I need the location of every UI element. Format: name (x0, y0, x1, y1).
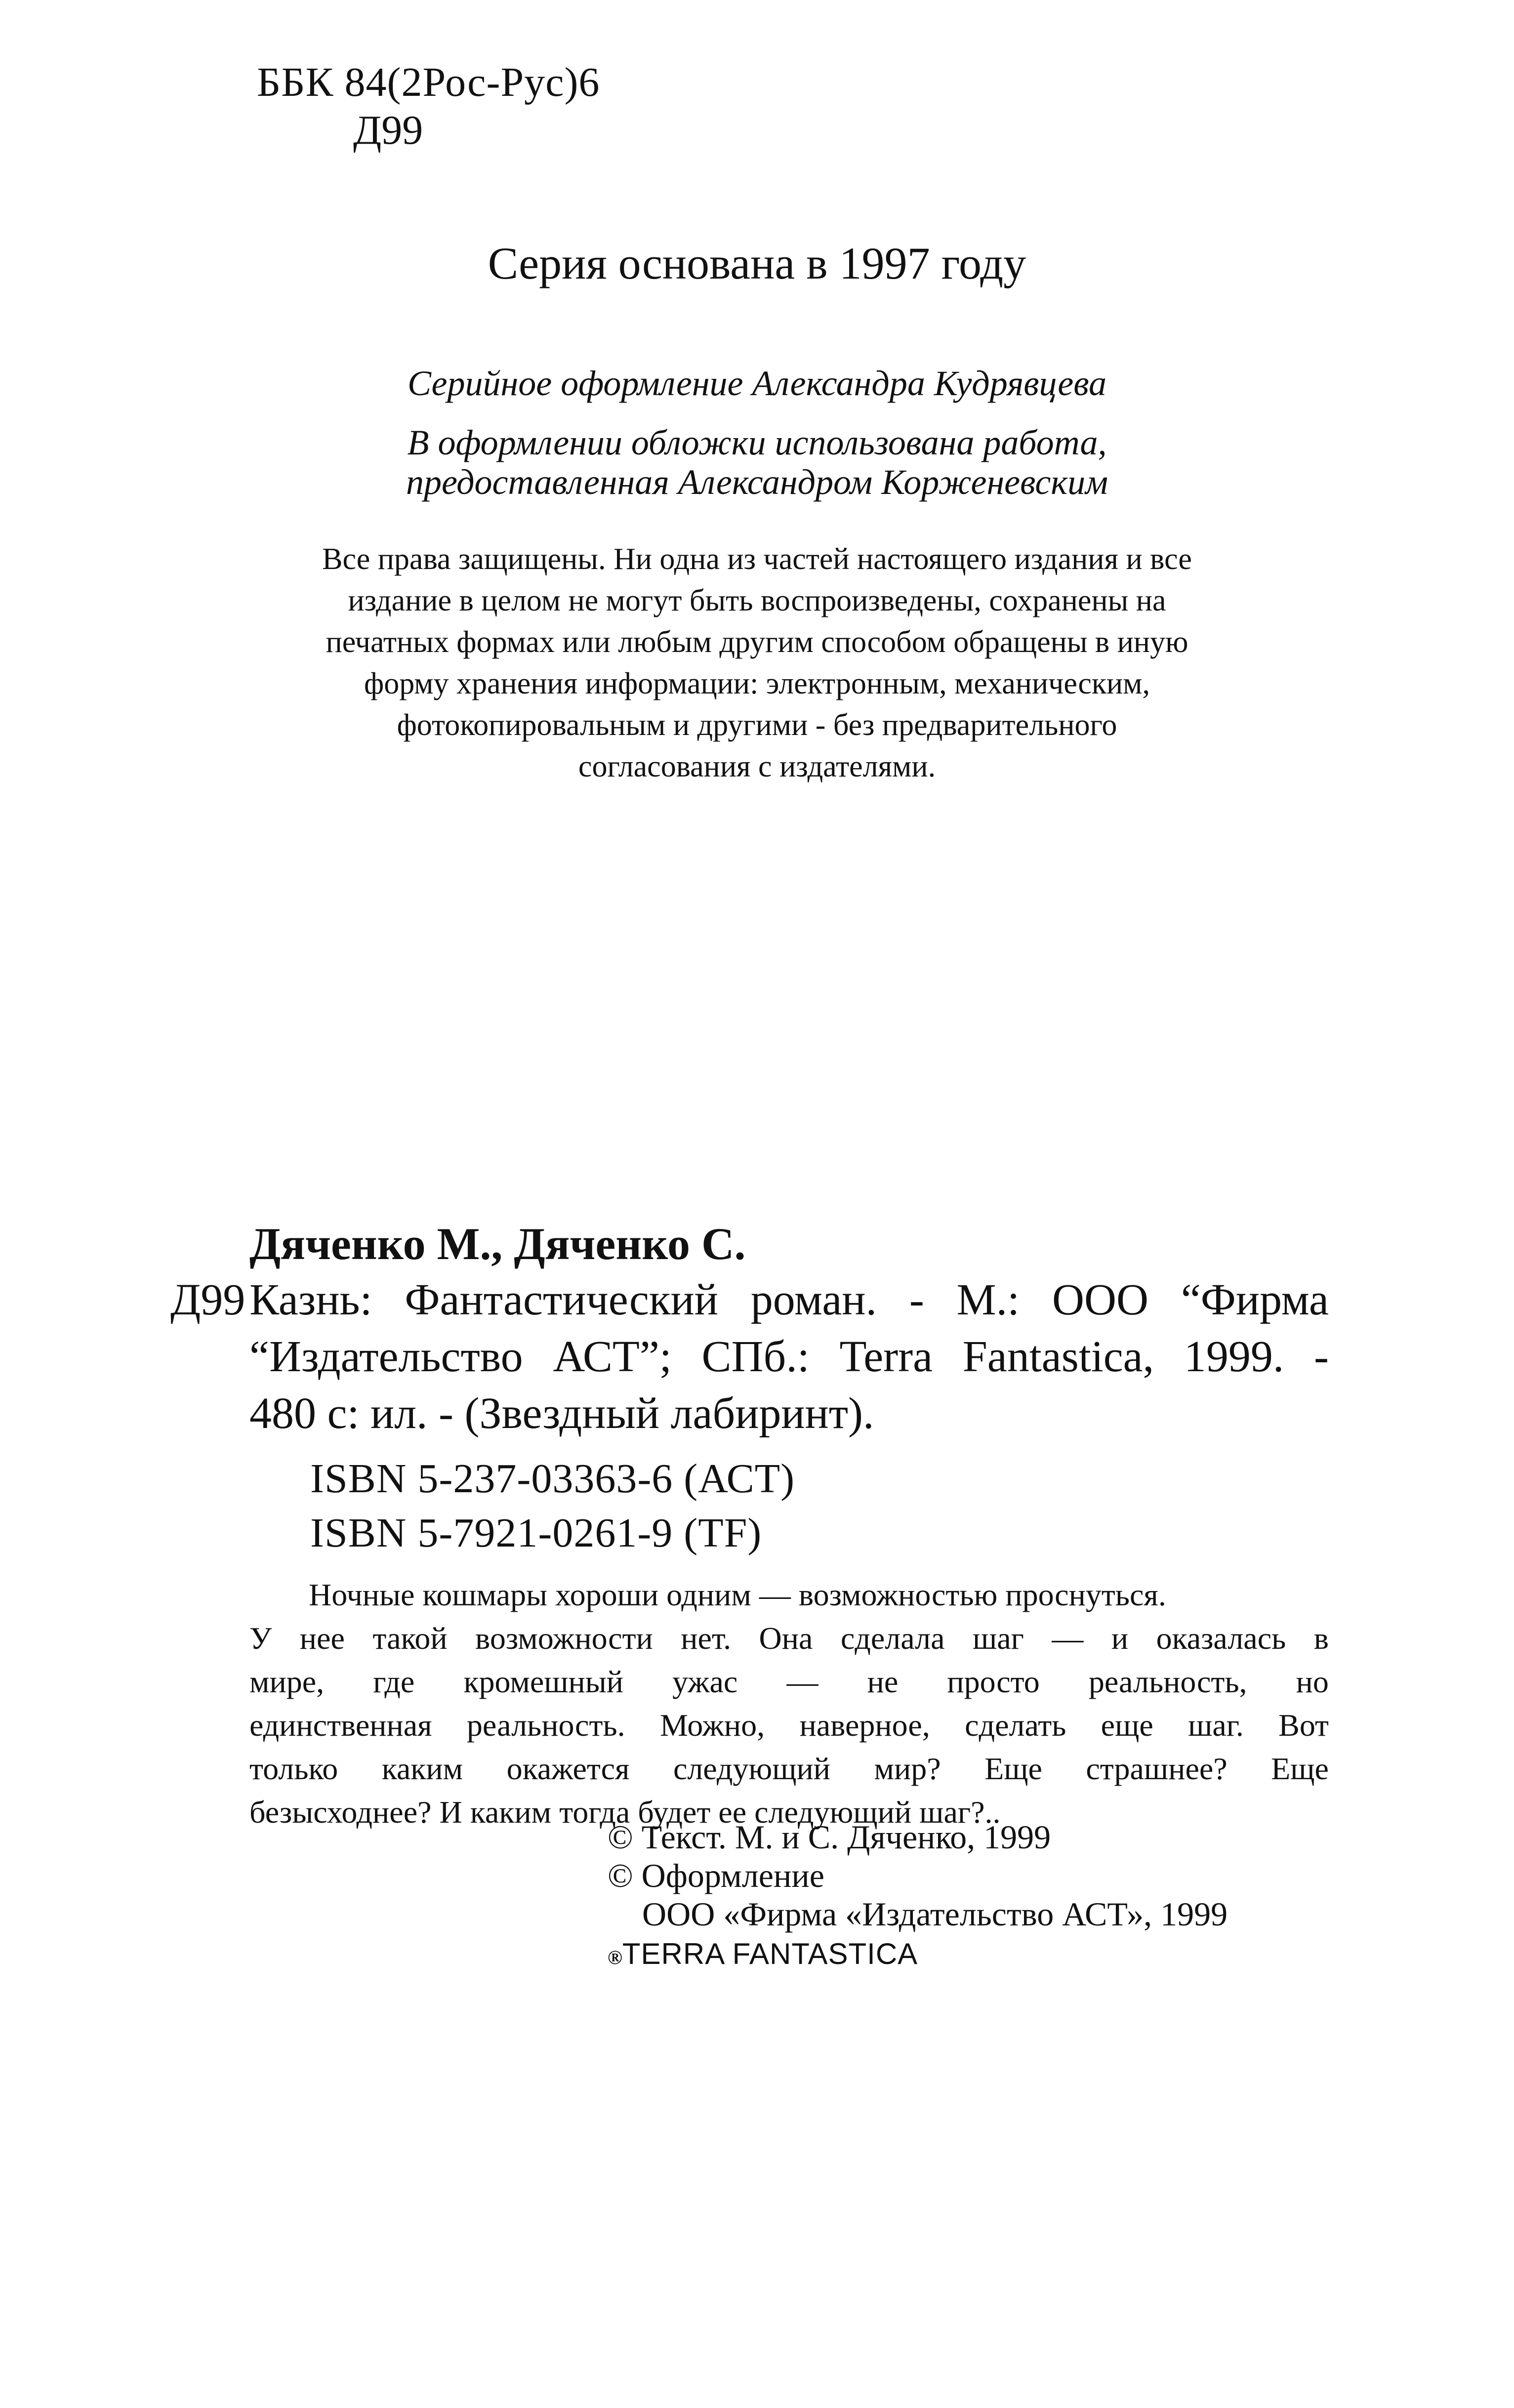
annotation-word: наверное, (799, 1708, 930, 1743)
rights-line: Все права защищены. Ни одна из частей настоящего издания и все (322, 542, 1192, 576)
annotation-word: нее (299, 1621, 345, 1656)
annotation-word: мир? (874, 1751, 941, 1786)
series-note: Серия основана в 1997 году (488, 238, 1026, 288)
annotation (249, 1573, 1329, 1834)
annotation-word: окажется (506, 1751, 630, 1786)
annotation-word: не (867, 1664, 899, 1699)
copyright-design: © Оформление (608, 1857, 824, 1894)
annotation-word: реальность. (466, 1708, 625, 1743)
book-authors: Дяченко М., Дяченко С. (249, 1219, 746, 1269)
annotation-line (249, 1660, 1329, 1704)
cover-credit-line-1: В оформлении обложки использована работа, (407, 423, 1107, 462)
annotation-line: безысходнее? И каким тогда будет ее следующий шаг?.. (249, 1795, 1001, 1830)
annotation-word: сделала (840, 1621, 945, 1656)
annotation-word: еще (1101, 1708, 1153, 1743)
bib-word: М.: (956, 1275, 1020, 1324)
annotation-word: кромешный (463, 1664, 623, 1699)
bib-word: - (909, 1275, 924, 1324)
isbn-tf: ISBN 5-7921-0261-9 (TF) (310, 1510, 762, 1556)
bib-line-1 (249, 1274, 1329, 1325)
annotation-word: только (249, 1751, 338, 1786)
annotation-word: каким (381, 1751, 463, 1786)
annotation-word: — (786, 1664, 818, 1699)
annotation-word: Еще (1271, 1751, 1329, 1786)
annotation-word: и (1111, 1621, 1129, 1656)
bib-word: Фантастический (405, 1275, 718, 1324)
annotation-word: следующий (673, 1751, 830, 1786)
annotation-word: У (249, 1621, 272, 1656)
isbn-ast: ISBN 5-237-03363-6 (АСТ) (310, 1456, 795, 1502)
annotation-word: Можно, (659, 1708, 765, 1743)
bib-word: Казнь: (249, 1275, 372, 1324)
annotation-word: такой (372, 1621, 448, 1656)
registered-mark-icon: ® (608, 1946, 622, 1968)
rights-line: печатных формах или любым другим способом обращены в иную (326, 625, 1188, 659)
annotation-line: Ночные кошмары хороши одним — возможностью проснуться. (309, 1577, 1166, 1612)
annotation-line (249, 1617, 1329, 1660)
terra-fantastica-logo (608, 1933, 1228, 1977)
annotation-word: мире, (249, 1664, 325, 1699)
annotation-line (249, 1704, 1329, 1747)
annotation-word: Вот (1278, 1708, 1329, 1743)
annotation-word: единственная (249, 1708, 432, 1743)
annotation-word: — (1052, 1621, 1084, 1656)
annotation-word: ужас (672, 1664, 738, 1699)
annotation-word: сделать (965, 1708, 1066, 1743)
bib-word: 1999. (1184, 1332, 1284, 1381)
rights-line: согласования с издателями. (578, 750, 936, 783)
bib-word: СПб.: (701, 1332, 810, 1381)
annotation-word: шаг (972, 1621, 1024, 1656)
rights-notice (0, 538, 1514, 787)
bbk-code: ББК 84(2Рос-Рус)6 (257, 59, 600, 105)
annotation-word: страшнее? (1086, 1751, 1228, 1786)
bib-word: Fantastica, (962, 1332, 1154, 1381)
annotation-word: нет. (681, 1621, 732, 1656)
annotation-word: просто (947, 1664, 1040, 1699)
author-mark: Д99 (353, 107, 423, 153)
bib-word: “Фирма (1181, 1275, 1329, 1324)
annotation-word: в (1313, 1621, 1329, 1656)
annotation-word: возможности (475, 1621, 653, 1656)
copyright-block (608, 1818, 1228, 1977)
bib-word: Terra (839, 1332, 933, 1381)
bib-word: “Издательство (249, 1332, 523, 1381)
annotation-word: но (1296, 1664, 1329, 1699)
rights-line: издание в целом не могут быть воспроизведены, сохранены на (348, 584, 1166, 617)
copyright-text: © Текст. М. и С. Дяченко, 1999 (608, 1818, 1051, 1856)
bib-line-2 (249, 1331, 1329, 1382)
cover-credit-line-2: предоставленная Александром Корженевским (406, 462, 1108, 502)
rights-line: фотокопировальным и другими - без предварительного (397, 708, 1117, 742)
annotation-word: где (373, 1664, 415, 1699)
design-credit: Серийное оформление Александра Кудрявцева (408, 364, 1106, 403)
copyright-publisher: ООО «Фирма «Издательство АСТ», 1999 (642, 1895, 1228, 1933)
bib-author-mark: Д99 (170, 1275, 246, 1324)
annotation-word: Еще (984, 1751, 1042, 1786)
bib-word: АСТ”; (553, 1332, 672, 1381)
rights-line: форму хранения информации: электронным, механическим, (364, 667, 1150, 700)
annotation-word: шаг. (1188, 1708, 1244, 1743)
annotation-word: Она (759, 1621, 813, 1656)
bib-word: - (1314, 1332, 1329, 1381)
bib-word: ООО (1052, 1275, 1149, 1324)
annotation-word: оказалась (1156, 1621, 1286, 1656)
bib-word: роман. (750, 1275, 877, 1324)
annotation-word: реальность, (1088, 1664, 1247, 1699)
bib-line-3: 480 с: ил. - (Звездный лабиринт). (249, 1389, 874, 1438)
logo-wordmark: TERRA FANTASTICA (622, 1937, 918, 1970)
annotation-line (249, 1747, 1329, 1791)
